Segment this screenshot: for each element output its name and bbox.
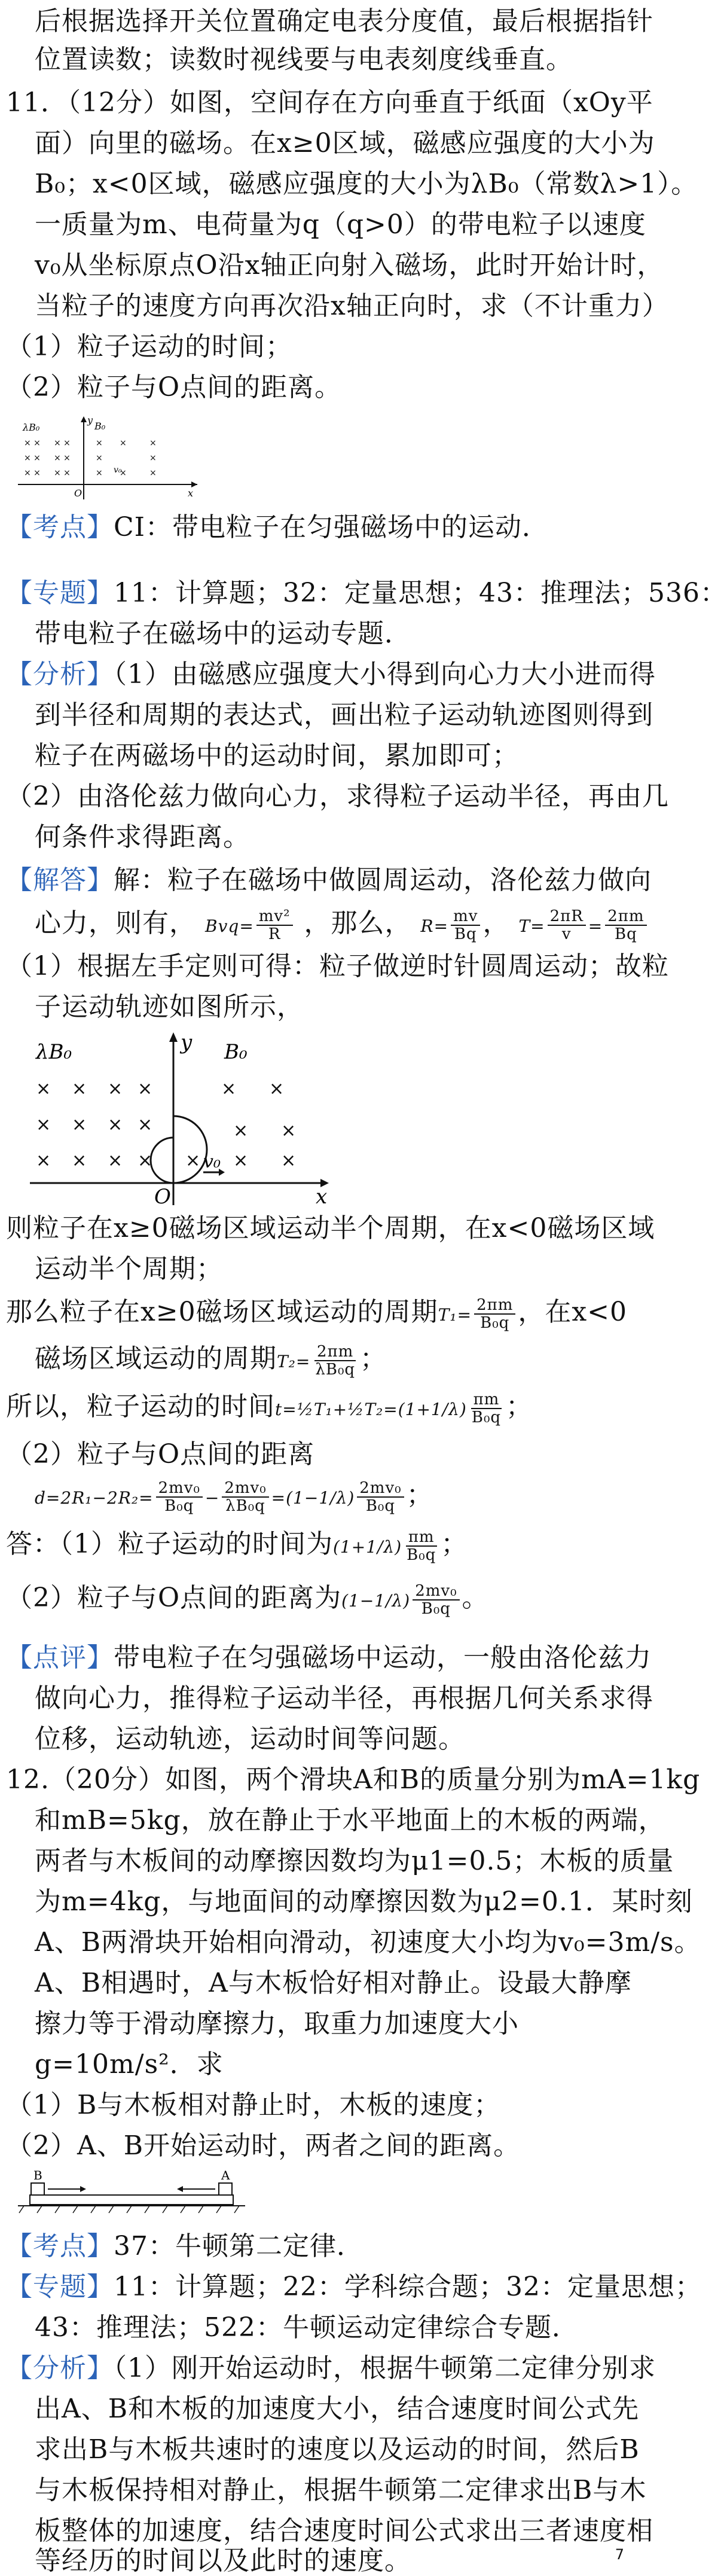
figure-label-o: O [74,487,83,499]
answer-text: （2）粒子与O点间的距离为 [6,1583,342,1613]
formula-text: R= [420,916,449,936]
topic-text: 11：计算题；32：定量思想；43：推理法；536： [114,578,727,608]
fraction-denominator: B₀q [480,1313,510,1332]
svg-text:×: × [36,1150,51,1171]
svg-text:×: × [138,1114,153,1135]
topic-line [6,574,727,612]
answer-text: 答：（1）粒子运动的时间为 [6,1529,333,1559]
question-11-line: v₀从坐标原点O沿x轴正向射入磁场，此时开始计时， [35,250,664,281]
svg-text:×: × [96,438,103,448]
fraction-numerator: 2mv₀ [222,1480,268,1498]
analysis-text: （1）刚开始运动时，根据牛顿第二定律分别求 [114,2353,656,2383]
topic-line: 43：推理法；522：牛顿运动定律综合专题． [35,2312,579,2343]
analysis-line [6,656,656,694]
question-11-line: （2）粒子与O点间的距离。 [6,372,342,403]
svg-text:× ×: × × [24,438,41,448]
svg-text:× ×: × × [54,453,71,463]
fraction-denominator: Bq [454,925,477,943]
svg-text:×: × [108,1078,123,1099]
fraction [404,1529,438,1563]
svg-text:×: × [269,1078,285,1099]
question-11-line: 当粒子的速度方向再次沿x轴正向时，求（不计重力） [35,291,669,321]
fraction-numerator: mv² [256,908,293,926]
figure-label-y: y [181,1031,193,1054]
svg-text:×: × [120,468,127,478]
formula-text: d=2R₁−2R₂= [35,1488,154,1508]
fraction-denominator: B₀q [421,1599,451,1618]
block-b-label: B [33,2168,42,2182]
solution-line: 磁场区域运动的周期T₂= $\frac{2\pi m}{\text{λB₀q}}$ ； [35,1342,387,1379]
svg-text:×: × [36,1078,51,1099]
fraction [605,908,646,943]
solution-text: 所以，粒子运动的时间 [6,1391,275,1422]
svg-text:×: × [36,1114,51,1135]
figure-label-b0: B₀ [224,1040,248,1064]
formula-text: T= [518,916,545,936]
question-12-line: 12.（20分）如图，两个滑块A和B的质量分别为mA=1kg [6,1764,701,1795]
svg-text:×: × [233,1150,249,1171]
question-12-line: 为m=4kg，与地面间的动摩擦因数为μ2=0.1．某时刻 [35,1886,693,1917]
svg-text:× ×: × × [54,468,71,478]
solution-line: 则粒子在x≥0磁场区域运动半个周期，在x<0磁场区域 [6,1213,655,1243]
fraction-denominator: B₀q [365,1496,395,1515]
fraction-denominator: B₀q [471,1408,502,1426]
formula-text: T₁= [438,1305,472,1325]
formula-text: T₂= [277,1352,311,1371]
formula-text: ½T₁+½T₂=(1+1/λ) [297,1400,467,1419]
analysis-line: 何条件求得距离。 [35,822,250,852]
svg-text:×: × [96,453,103,463]
fraction [548,908,586,943]
fraction-denominator: B₀q [164,1496,194,1515]
svg-text:×: × [72,1150,87,1171]
svg-text:×: × [281,1120,297,1141]
fraction-numerator: 2mv₀ [413,1583,459,1601]
knowledge-point [6,508,549,547]
svg-text:× ×: × × [24,453,41,463]
figure-label-x: x [188,487,194,499]
formula-text: (1−1/λ) [341,1591,411,1611]
knowledge-point [6,2227,364,2266]
figure-label-lambda-b0: λB₀ [23,422,40,433]
fraction-denominator: R [268,925,281,943]
analysis-text: （1）由磁感应强度大小得到向心力大小进而得 [114,659,656,690]
svg-text:×: × [149,438,157,448]
figure-label-v0: v₀ [114,465,122,475]
fraction [474,1297,515,1331]
analysis-line [6,2349,656,2388]
answer-line: 答：（1）粒子运动的时间为(1+1/λ) $\frac{\pi m}{\text{B₀q}}$ ； [6,1528,468,1564]
solution-text: 那么粒子在x≥0磁场区域运动的周期 [6,1297,438,1327]
fraction-numerator: 2πm [605,908,646,926]
question-11-line: 一质量为m、电荷量为q（q>0）的带电粒子以速度 [35,209,646,240]
svg-text:× ×: × × [24,468,41,478]
fraction [357,1480,404,1514]
analysis-line: 粒子在两磁场中的运动时间，累加即可； [35,740,519,771]
topic-line [6,2268,702,2306]
comment-tag: 【点评】 [6,1642,114,1673]
solution-text: 心力，则有， [35,908,196,938]
analysis-tag: 【分析】 [6,659,114,690]
formula-text: Bvq= [205,916,254,936]
fraction [222,1480,268,1514]
fraction-numerator: mv [451,908,480,926]
solution-line: d=2R₁−2R₂= $\frac{\text{2mv₀}}{\text{B₀q}}$ − $\frac{\text{2mv₀}}{\text{λB₀q}}$ =(1−1/λ) $\frac{\text{2mv₀}}{\text{B₀q}}$ ； [35,1478,433,1515]
fraction-denominator: v [561,925,572,943]
comment-line: 位移，运动轨迹，运动时间等问题。 [35,1724,465,1754]
figure-label-v0: v₀ [203,1151,221,1172]
analysis-line: 到半径和周期的表达式，画出粒子运动轨迹图则得到 [35,700,653,730]
topic-tag: 【专题】 [6,2272,114,2302]
svg-text:×: × [233,1120,249,1141]
block-a-label: A [221,2168,230,2182]
solution-line: 心力，则有， Bvq= $\frac{\text{mv²}}{R}$ ，那么， R= $\frac{mv}{Bq}$ ， T= $\frac{2\pi R}{v}$ = $\frac{2\pi m}{Bq}$ [35,904,649,946]
question-11-figure [12,413,203,502]
topic-tag: 【专题】 [6,578,114,608]
svg-text:×: × [72,1078,87,1099]
figure-label-o: O [154,1185,171,1209]
solution-text: 磁场区域运动的周期 [35,1343,277,1374]
fraction-numerator: πm [471,1391,502,1409]
solution-text: ，那么， [304,908,412,938]
fraction [313,1343,358,1378]
svg-text:×: × [120,438,127,448]
solution-tag: 【解答】 [6,865,114,895]
topic-line: 带电粒子在磁场中的运动专题． [35,618,411,649]
solution-line: （1）根据左手定则可得：粒子做逆时针圆周运动；故粒 [6,951,669,981]
analysis-line: （2）由洛伦兹力做向心力，求得粒子运动半径，再由几 [6,781,669,812]
analysis-tag: 【分析】 [6,2353,114,2383]
svg-text:×: × [72,1114,87,1135]
svg-text:×: × [96,468,103,478]
fraction [451,908,480,943]
question-12-line: 两者与木板间的动摩擦因数均为μ1=0.5；木板的质量 [35,1846,674,1876]
solution-line: （2）粒子与O点间的距离 [6,1439,315,1470]
solution-text: 解：粒子在磁场中做圆周运动，洛伦兹力做向 [114,865,652,895]
text-line: 位置读数；读数时视线要与电表刻度线垂直。 [35,44,573,75]
figure-label-x: x [316,1185,328,1209]
fraction-denominator: B₀q [407,1545,436,1564]
fraction-numerator: πm [406,1529,437,1547]
solution-text: ，在x<0 [518,1297,628,1327]
page-number: 7 [615,2546,624,2563]
question-11-line: 11．（12分）如图，空间存在方向垂直于纸面（xOy平 [6,87,653,118]
question-11-line: 面）向里的磁场。在x≥0区域，磁感应强度的大小为 [35,128,655,158]
knowledge-point-text: CI：带电粒子在匀强磁场中的运动． [114,512,549,542]
answer-line: （2）粒子与O点间的距离为(1−1/λ) $\frac{\text{2mv₀}}{\text{B₀q}}$ 。 [6,1581,489,1618]
fraction-denominator: λB₀q [225,1496,265,1515]
knowledge-point-tag: 【考点】 [6,512,114,542]
svg-text:×: × [138,1150,153,1171]
fraction [413,1583,459,1617]
question-12-line: A、B两滑块开始相向滑动，初速度大小均为v₀=3m/s。 [35,1927,701,1958]
trajectory-figure [24,1029,335,1208]
question-12-line: 和mB=5kg，放在静止于水平地面上的木板的两端， [35,1805,665,1836]
fraction-numerator: 2mv₀ [357,1480,404,1498]
fraction [156,1480,203,1514]
svg-text:×: × [149,468,157,478]
question-12-line: A、B相遇时，A与木板恰好相对静止。设最大静摩 [35,1968,632,1998]
svg-text:×: × [108,1114,123,1135]
knowledge-point-text: 37：牛顿第二定律． [114,2231,364,2261]
fraction-numerator: 2mv₀ [156,1480,203,1498]
question-12-line: 擦力等于滑动摩擦力，取重力加速度大小 [35,2008,519,2039]
formula-text: (1−1/λ) [286,1488,355,1508]
solution-line [6,861,652,900]
analysis-line: 出A、B和木板的加速度大小，结合速度时间公式先 [35,2394,640,2424]
svg-text:×: × [108,1150,123,1171]
analysis-line: 等经历的时间以及此时的速度。 [35,2545,411,2576]
question-12-line: g=10m/s²．求 [35,2049,224,2080]
comment-line [6,1639,652,1677]
knowledge-point-tag: 【考点】 [6,2231,114,2261]
analysis-line: 板整体的加速度，结合速度时间公式求出三者速度相 [35,2516,653,2546]
fraction-denominator: Bq [615,925,637,943]
text-line: 后根据选择开关位置确定电表分度值，最后根据指针 [35,6,653,36]
figure-label-lambda-b0: λB₀ [36,1040,72,1064]
fraction-denominator: λB₀q [315,1360,356,1379]
question-12-line: （1）B与木板相对静止时，木板的速度； [6,2090,501,2120]
comment-text: 带电粒子在匀强磁场中运动，一般由洛伦兹力 [114,1642,652,1673]
solution-line [6,1293,627,1334]
formula-text: (1+1/λ) [333,1537,402,1557]
fraction-numerator: 2πm [474,1297,515,1315]
svg-text:×: × [149,453,157,463]
board-figure [18,2168,245,2221]
fraction [256,908,293,943]
fraction [469,1391,503,1426]
question-12-line: （2）A、B开始运动时，两者之间的距离。 [6,2130,521,2161]
comment-line: 做向心力，推得粒子运动半径，再根据几何关系求得 [35,1683,653,1714]
formula-text: t= [275,1400,297,1419]
svg-text:×: × [281,1150,297,1171]
svg-text:×: × [221,1078,237,1099]
fraction-numerator: 2πR [548,908,586,926]
question-11-line: （1）粒子运动的时间； [6,331,292,362]
svg-text:× ×: × × [54,438,71,448]
fraction-numerator: 2πm [314,1343,356,1361]
topic-text: 11：计算题；22：学科综合题；32：定量思想； [114,2272,702,2302]
svg-text:×: × [138,1078,153,1099]
solution-line: 子运动轨迹如图所示， [35,992,304,1022]
svg-text:×: × [185,1150,201,1171]
solution-line: 所以，粒子运动的时间t=½T₁+½T₂=(1+1/λ) $\frac{\pi m}{\text{B₀q}}$ ； [6,1390,533,1426]
figure-label-b0: B₀ [94,420,106,432]
solution-line: 运动半个周期； [35,1254,223,1284]
figure-label-y: y [87,414,93,426]
analysis-line: 与木板保持相对静止，根据牛顿第二定律求出B与木 [35,2475,647,2505]
analysis-line: 求出B与木板共速时的速度以及运动的时间，然后B [35,2434,640,2465]
question-11-line: B₀；x<0区域，磁感应强度的大小为λB₀（常数λ>1）。 [35,169,698,199]
